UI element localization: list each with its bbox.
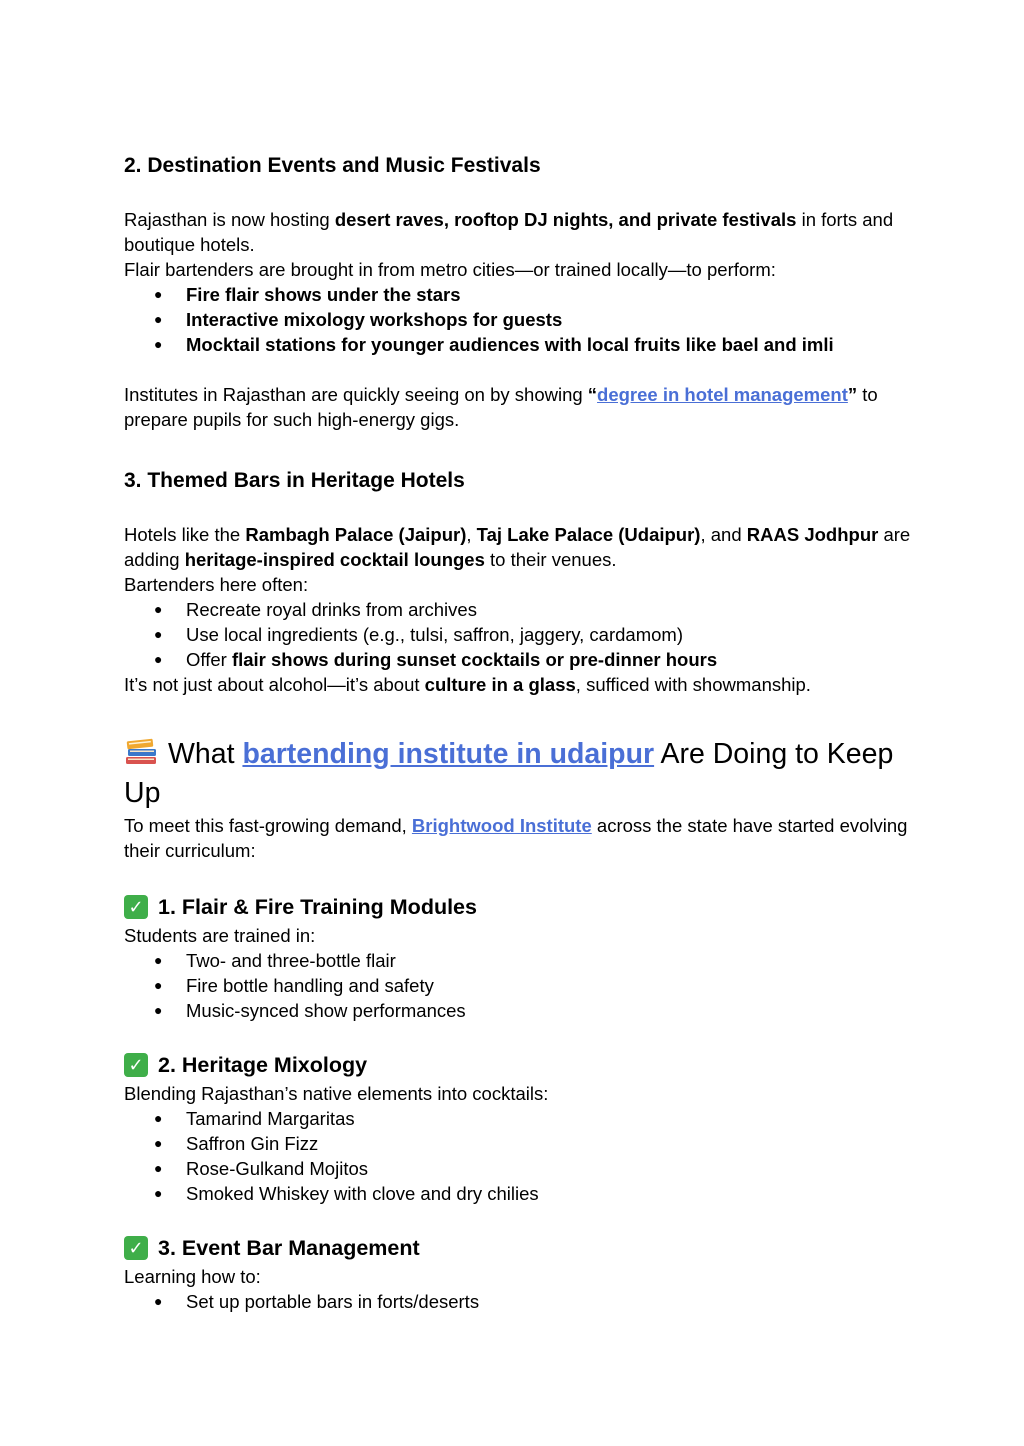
list-item: ● Fire flair shows under the stars [124, 282, 914, 307]
check-mark-button-icon: ✓ [124, 1053, 148, 1077]
heading-bartending-institutes: What bartending institute in udaipur Are Doing to Keep Up [124, 738, 894, 809]
list-item: ● Smoked Whiskey with clove and dry chilies [124, 1181, 914, 1206]
paragraph-bartenders-often: Bartenders here often: [124, 574, 309, 595]
module-intro: Blending Rajasthan’s native elements into cocktails: [124, 1083, 549, 1104]
document-page [124, 150, 914, 1314]
paragraph-rajasthan-hosting: Rajasthan is now hosting desert raves, rooftop DJ nights, and private festivals in forts and boutique hotels. [124, 209, 894, 255]
module-intro: Learning how to: [124, 1266, 261, 1287]
list-item: ● Mocktail stations for younger audiences with local fruits like bael and imli [124, 332, 914, 357]
paragraph-hotels-like: Hotels like the Rambagh Palace (Jaipur), Taj Lake Palace (Udaipur), and RAAS Jodhpur are adding heritage-inspired cocktail lounges to their venues. [124, 524, 911, 570]
link-degree-hotel-management[interactable]: degree in hotel management [597, 384, 848, 405]
list-item: ● Offer flair shows during sunset cocktails or pre-dinner hours [124, 647, 914, 672]
list-item: ● Set up portable bars in forts/deserts [124, 1289, 914, 1314]
list-item: ● Fire bottle handling and safety [124, 973, 914, 998]
link-brightwood-institute[interactable]: Brightwood Institute [411, 815, 592, 836]
section-heading-destination-events: 2. Destination Events and Music Festivals [124, 154, 541, 177]
check-mark-button-icon: ✓ [124, 895, 148, 919]
bullet-list-heritage-cocktails [124, 1106, 914, 1206]
list-item: ● Tamarind Margaritas [124, 1106, 914, 1131]
bullet-list-bartender-tasks [124, 597, 914, 672]
list-item: ● Saffron Gin Fizz [124, 1131, 914, 1156]
books-icon [124, 737, 158, 767]
module-intro: Students are trained in: [124, 925, 316, 946]
bullet-list-event-bar [124, 1289, 914, 1314]
paragraph-institutes-rajasthan: Institutes in Rajasthan are quickly seeing on by showing “degree in hotel management” to prepare pupils for such high-energy gigs. [124, 384, 878, 430]
module-heading-event-bar-management: ✓ 3. Event Bar Management [124, 1232, 914, 1264]
paragraph-flair-bartenders: Flair bartenders are brought in from metro cities—or trained locally—to perform: [124, 259, 776, 280]
check-mark-button-icon: ✓ [124, 1236, 148, 1260]
list-item: ● Rose-Gulkand Mojitos [124, 1156, 914, 1181]
module-heading-flair-fire: ✓ 1. Flair & Fire Training Modules [124, 891, 914, 923]
list-item: ● Interactive mixology workshops for guests [124, 307, 914, 332]
section-heading-themed-bars: 3. Themed Bars in Heritage Hotels [124, 469, 465, 492]
list-item: ● Recreate royal drinks from archives [124, 597, 914, 622]
list-item: ● Use local ingredients (e.g., tulsi, saffron, jaggery, cardamom) [124, 622, 914, 647]
list-item: ● Two- and three-bottle flair [124, 948, 914, 973]
paragraph-culture-in-glass: It’s not just about alcohol—it’s about culture in a glass, sufficed with showmanship. [124, 674, 811, 695]
list-item: ● Music-synced show performances [124, 998, 914, 1023]
module-heading-heritage-mixology: ✓ 2. Heritage Mixology [124, 1049, 914, 1081]
paragraph-fast-growing-demand: To meet this fast-growing demand, Brightwood Institute across the state have started evolving their curriculum: [124, 815, 908, 861]
bullet-list-flair-training [124, 948, 914, 1023]
bullet-list-performances [124, 282, 914, 357]
link-bartending-institute-udaipur[interactable]: bartending institute in udaipur [242, 738, 655, 770]
